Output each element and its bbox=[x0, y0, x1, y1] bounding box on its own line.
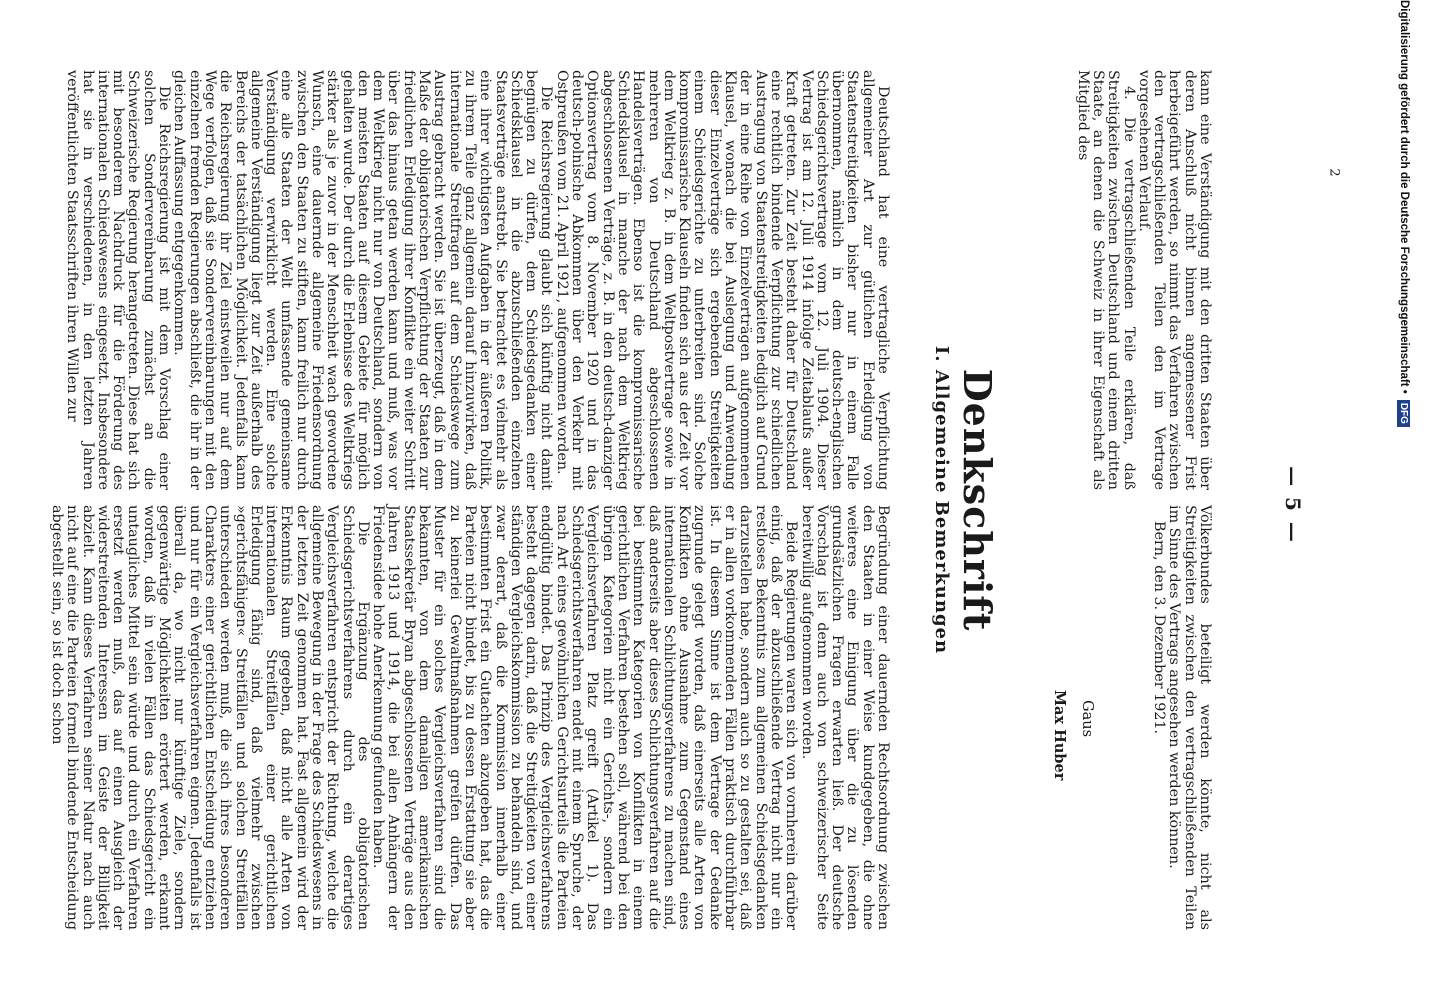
column-bottom-left bbox=[64, 70, 890, 490]
footer-text: Digitalisierung gefördert durch die Deutsche Forschungsgemeinschaft • bbox=[1398, 0, 1410, 394]
column-top-right bbox=[1151, 505, 1212, 930]
signature-gaus: Gaus bbox=[1079, 700, 1095, 738]
paragraph: Begründung einer dauernden Rechtsordnung zwischen den Staaten in einer Weise kundgegeben, die ohne weiteres eine Einigung über die zu lösenden grundsätzlichen Fragen erwarten ließ. Der deutsche Vorschlag ist denn auch von schweizerischer Seite bereitwillig aufgenommen worden. bbox=[798, 505, 891, 930]
document-title: Denkschrift bbox=[955, 368, 1000, 632]
column-top-left bbox=[1074, 70, 1212, 490]
section-heading: I. Allgemeine Bemerkungen bbox=[931, 345, 952, 655]
paragraph: Die Ergänzung des obligatorischen Schiedsgerichtsverfahrens durch ein derartiges Vergleichsverfahren entspricht der Richtung, welche die allgemeine Bewegung in der Frage des Schiedswesens in der letzten Zeit genommen hat. Fast allgemein wird der Erkenntnis Raum gegeben, daß nicht alle Arten von internationalen Streitfällen einer gerichtlichen Erledigung fähig sind, daß vielmehr zwischen »gerichtsfähigen« Streitfällen und solchen Streitfällen unterschieden werden muß, die sich ihres besonderen Charakters einer gerichtlichen Entscheidung entziehen und nur für ein Vergleichsverfahren eignen. Jedenfalls ist überall da, wo nicht nur künftige Ziele, sondern gegenwärtige Möglichkeiten erörtert werden, erkannt worden, daß in vielen Fällen das Schiedsgericht ein untaugliches Mittel sein würde und durch ein Verfahren ersetzt werden muß, das auf einen Ausgleich der widerstreitenden Interessen im Geiste der Billigkeit abzielt. Kann dieses Verfahren seiner Natur nach auch nicht auf eine die Parteien formell bindende Entscheidung abgestellt sein, so ist doch schon bbox=[48, 505, 371, 930]
page-header: — 5 — bbox=[1281, 466, 1305, 544]
paragraph: Deutschland hat eine vertragliche Verpflichtung allgemeiner Art zur gütlichen Erledigung von Staatenstreitigkeiten bisher nur in einem Falle übernommen, nämlich in dem deutsch-englischen Schiedsgerichtsvertrage vom 12. Juli 1904. Dieser Vertrag ist am 12. Juli 1914 infolge Zeitablaufs außer Kraft getreten. Zur Zeit besteht daher für Deutschland eine rechtlich bindende Verpflichtung zur schiedlichen Austragung von Staatenstreitigkeiten lediglich auf Grund der in eine Reihe von Einzelverträgen aufgenommenen Klausel, wonach die bei Auslegung und Anwendung dieser Einzelverträge sich ergebenden Streitigkeiten einem Schiedsgerichte zu unterbreiten sind. Solche kompromissarische Klauseln finden sich aus der Zeit vor dem Weltkrieg z. B. in dem Weltpostvertrage sowie in mehreren von Deutschland abgeschlossenen Handelsverträgen. Ebenso ist die kompromissarische Schiedsklausel in manche der nach dem Weltkrieg abgeschlossenen Verträge, z. B. in den deutsch-danziger Optionsvertrag vom 8. November 1920 und in das deutsch-polnische Abkommen über den Verkehr mit Ostpreußen vom 21. April 1921, aufgenommen worden. bbox=[553, 70, 891, 490]
paragraph: Beide Regierungen waren sich von vornherein darüber einig, daß der abzuschließende Vertrag nicht nur ein restloses Bekenntnis zum allgemeinen Schiedsgedanken darzustellen habe, sondern auch so zu gestalten sei, daß er in allen vorkommenden Fällen praktisch durchführbar ist. In diesem Sinne ist dem Vertrage der Gedanke zugrunde gelegt worden, daß einerseits alle Arten von Konflikten ohne Ausnahme zum Gegenstand eines internationalen Schlichtungsverfahrens zu machen sind, daß anderseits aber dieses Schlichtungsverfahren auf die bei bestimmten Kategorien von Konflikten in einem gerichtlichen Verfahren bestehen soll, während bei den übrigen Kategorien nicht ein Gerichts-, sondern ein Vergleichsverfahren Platz greift (Artikel 1). Das Schiedsgerichtsverfahren endet mit einem Spruche, der nach Art eines gewöhnlichen Gerichtsurteils die Parteien endgültig bindet. Das Prinzip des Vergleichsverfahrens besteht dagegen darin, daß die Streitigkeiten von einer ständigen Vergleichskommission zu behandeln sind, und zwar derart, daß die Kommission innerhalb einer bestimmten Frist ein Gutachten abzugeben hat, das die Parteien nicht bindet, bis zu dessen Erstattung sie aber zu keinerlei Gewaltmaßnahmen greifen dürfen. Das Muster für ein solches Vergleichsverfahren sind die bekannten, von dem damaligen amerikanischen Staatssekretär Bryan abgeschlossenen Verträge aus den Jahren 1913 und 1914, die bei allen Anhängern der Friedensidee hohe Anerkennung gefunden haben. bbox=[370, 505, 800, 930]
signature-huber: Max Huber bbox=[1051, 690, 1068, 781]
paragraph: Die Reichsregierung glaubt sich künftig nicht damit begnügen zu dürfen, dem Schiedsgedanken einer Schiedsklausel in die abzuschließenden einzelnen Staatsverträge anstrebt. Sie betrachtet es vielmehr als eine ihrer wichtigsten Aufgaben in der äußeren Politik, zu ihrem Teile ganz allgemein darauf hinzuwirken, daß internationale Streitfragen auf dem Schiedswege zum Austrag gebracht werden. Sie ist überzeugt, daß in dem Maße der obligatorischen Verpflichtung der Staaten zur friedlichen Erledigung ihrer Konflikte ein weiter Schritt über das hinaus getan werden kann und muß, was vor dem Weltkrieg nicht nur von Deutschland, sondern von den meisten Staaten auf diesem Gebiete für möglich gehalten wurde. Der durch die Erlebnisse des Weltkriegs stärker als je zuvor in der Menschheit wach gewordene Wunsch, eine dauernde allgemeine Friedensordnung zwischen den Staaten zu stiften, kann freilich nur durch eine alle Staaten der Welt umfassende gemeinsame Verständigung verwirklicht werden. Eine solche allgemeine Verständigung liegt zur Zeit außerhalb des Bereichs der tatsächlichen Möglichkeit. Jedenfalls kann die Reichsregierung ihr Ziel einstweilen nur auf dem Wege verfolgen, daß sie Sondervereinbarungen mit den einzelnen fremden Regierungen abschließt, die ihr in der gleichen Auffassung entgegenkommen. bbox=[171, 70, 555, 490]
page-number: 2 bbox=[1326, 168, 1342, 177]
paragraph: kann eine Verständigung mit den dritten Staaten über deren Anschluß nicht binnen angemessener Frist herbeigeführt werden, so nimmt das Verfahren zwischen den vertragschließenden Teilen den im Vertrage vorgesehenen Verlauf. bbox=[1135, 70, 1213, 490]
paragraph: Die Reichsregierung ist mit dem Vorschlag einer solchen Sondervereinbarung zunächst an die Schweizerische Regierung herangetreten. Diese hat sich mit besonderem Nachdruck für die Förderung des internationalen Schiedswesens eingesetzt. Insbesondere hat sie in verschiedenen, in den letzten Jahren veröffentlichten Staatsschriften ihren Willen zur bbox=[64, 70, 173, 490]
column-bottom-right bbox=[49, 505, 890, 930]
paragraph: Völkerbundes beteiligt werden könnte, nicht als Streitigkeiten zwischen den vertragschließenden Teilen im Sinne des Vertrags angesehen werden können. bbox=[1166, 505, 1213, 930]
digitization-footer bbox=[1394, 0, 1414, 1000]
dfg-logo: DFG bbox=[1398, 400, 1411, 427]
paragraph: 4. Die vertragschließenden Teile erklären, daß Streitigkeiten zwischen Deutschland und einem dritten Staate, an denen die Schweiz in ihrer Eigenschaft als Mitglied des bbox=[1074, 70, 1137, 490]
paragraph: Bern, den 3. Dezember 1921. bbox=[1151, 521, 1168, 735]
